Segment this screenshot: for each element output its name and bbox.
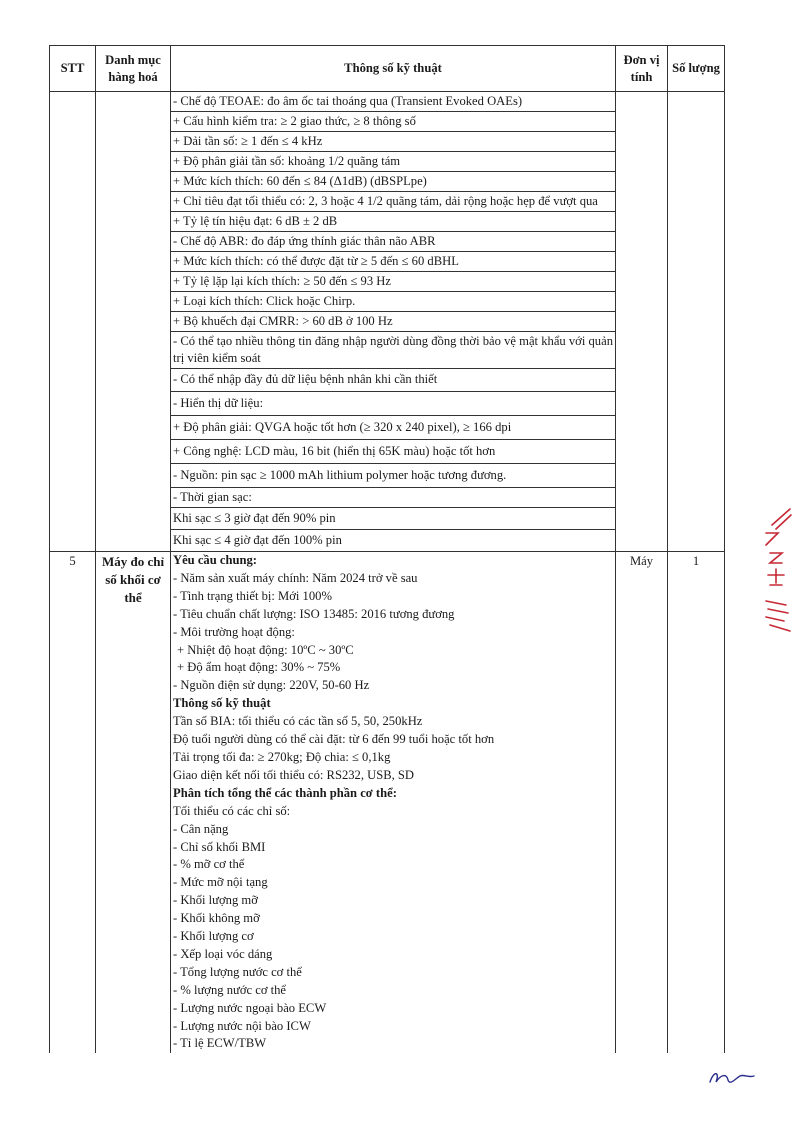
spec-line: + Bộ khuếch đại CMRR: > 60 dB ở 100 Hz — [171, 312, 615, 332]
tech-specs-title: Thông số kỹ thuật — [173, 696, 271, 711]
header-spec: Thông số kỹ thuật — [171, 46, 616, 92]
spec-line: - Chế độ ABR: đo đáp ứng thính giác thân não ABR — [171, 232, 615, 252]
spec-line: + Tỷ lệ lặp lại kích thích: ≥ 50 đến ≤ 93 Hz — [171, 272, 615, 292]
spec-line: Tần số BIA: tối thiểu có các tần số 5, 50, 250kHz — [173, 714, 423, 729]
spec-line: Tải trọng tối đa: ≥ 270kg; Độ chia: ≤ 0,1kg — [173, 749, 391, 764]
spec-line: - Môi trường hoạt động: — [173, 624, 295, 639]
row5-unit: Máy — [616, 552, 668, 1054]
analysis-intro: Tối thiểu có các chỉ số: — [173, 803, 291, 818]
spec-line: - Tình trạng thiết bị: Mới 100% — [173, 588, 332, 603]
row5-spec — [171, 552, 616, 1054]
analysis-item: - Tỉ lệ ECW/TBW — [173, 1036, 267, 1051]
red-stamp-mark — [760, 505, 794, 635]
spec-line: - Hiển thị dữ liệu: — [171, 392, 615, 416]
row5-name: Máy đo chỉ số khối cơ thể — [96, 552, 171, 1054]
spec-line: Khi sạc ≤ 3 giờ đạt đến 90% pin — [171, 508, 615, 530]
spec-line: + Tỷ lệ tín hiệu đạt: 6 dB ± 2 dB — [171, 212, 615, 232]
spec-line: Độ tuổi người dùng có thể cài đặt: từ 6 đến 99 tuổi hoặc tốt hơn — [173, 732, 495, 747]
header-unit: Đơn vị tính — [616, 46, 668, 92]
analysis-item: - Mức mỡ nội tạng — [173, 875, 268, 890]
spec-line: - Có thể tạo nhiều thông tin đăng nhập người dùng đồng thời bảo vệ mật khẩu với quản trị viên kiểm soát — [171, 332, 615, 369]
analysis-item: - Khối lượng mỡ — [173, 893, 258, 908]
spec-line: - Có thể nhập đầy đủ dữ liệu bệnh nhân khi cần thiết — [171, 369, 615, 392]
spec-line: - Thời gian sạc: — [171, 488, 615, 508]
spec-table — [49, 45, 725, 1053]
spec-line: + Dải tần số: ≥ 1 đến ≤ 4 kHz — [171, 132, 615, 152]
spec-line: + Độ phân giải tần số: khoảng 1/2 quãng tám — [171, 152, 615, 172]
spec-line: + Chỉ tiêu đạt tối thiểu có: 2, 3 hoặc 4 1/2 quãng tám, dải rộng hoặc hẹp để vượt qua — [171, 192, 615, 212]
general-requirements-title: Yêu cầu chung: — [173, 553, 257, 567]
spec-line: + Mức kích thích: có thể được đặt từ ≥ 5 đến ≤ 60 dBHL — [171, 252, 615, 272]
spec-line: + Công nghệ: LCD màu, 16 bit (hiển thị 65K màu) hoặc tốt hơn — [171, 440, 615, 464]
analysis-title: Phân tích tổng thể các thành phần cơ thể: — [173, 785, 397, 800]
analysis-item: - Tổng lượng nước cơ thể — [173, 964, 302, 979]
spec-line: - Nguồn điện sử dụng: 220V, 50-60 Hz — [173, 678, 370, 693]
analysis-item: - Lượng nước nội bào ICW — [173, 1018, 311, 1033]
spec-line: + Độ ẩm hoạt động: 30% ~ 75% — [177, 660, 341, 675]
row5-qty: 1 — [668, 552, 725, 1054]
spec-line: Khi sạc ≤ 4 giờ đạt đến 100% pin — [173, 533, 342, 547]
table-row-continued — [50, 92, 725, 552]
continued-stt-cell — [50, 92, 96, 552]
spec-line: + Nhiệt độ hoạt động: 10ºC ~ 30ºC — [177, 642, 354, 657]
spec-line: - Chế độ TEOAE: đo âm ốc tai thoáng qua (Transient Evoked OAEs) — [171, 92, 615, 112]
spec-line: + Độ phân giải: QVGA hoặc tốt hơn (≥ 320 x 240 pixel), ≥ 166 dpi — [171, 416, 615, 440]
spec-line: Giao diện kết nối tối thiểu có: RS232, USB, SD — [173, 767, 415, 782]
header-stt: STT — [50, 46, 96, 92]
header-category: Danh mục hàng hoá — [96, 46, 171, 92]
signature-mark — [700, 1060, 760, 1090]
analysis-item: - % lượng nước cơ thể — [173, 982, 287, 997]
row5-stt: 5 — [50, 552, 96, 1054]
analysis-item: - Xếp loại vóc dáng — [173, 946, 273, 961]
spec-line: + Mức kích thích: 60 đến ≤ 84 (Δ1dB) (dBSPLpe) — [171, 172, 615, 192]
analysis-item: - Chỉ số khối BMI — [173, 839, 266, 854]
analysis-item: - Khối lượng cơ — [173, 929, 254, 944]
spec-line: - Tiêu chuẩn chất lượng: ISO 13485: 2016 tương đương — [173, 606, 455, 621]
continued-name-cell — [96, 92, 171, 552]
table-row-5 — [50, 552, 725, 1054]
analysis-item: - % mỡ cơ thể — [173, 857, 245, 872]
continued-qty-cell — [668, 92, 725, 552]
spec-line: + Loại kích thích: Click hoặc Chirp. — [171, 292, 615, 312]
spec-line: - Năm sản xuất máy chính: Năm 2024 trở về sau — [173, 570, 418, 585]
analysis-item: - Lượng nước ngoại bào ECW — [173, 1000, 327, 1015]
spec-line: + Cấu hình kiểm tra: ≥ 2 giao thức, ≥ 8 thông số — [171, 112, 615, 132]
header-qty: Số lượng — [668, 46, 725, 92]
spec-line: - Nguồn: pin sạc ≥ 1000 mAh lithium polymer hoặc tương đương. — [171, 464, 615, 488]
analysis-item: - Khối không mỡ — [173, 911, 260, 926]
continued-spec-cell — [171, 92, 616, 552]
analysis-item: - Cân nặng — [173, 821, 229, 836]
continued-unit-cell — [616, 92, 668, 552]
table-header-row — [50, 46, 725, 92]
